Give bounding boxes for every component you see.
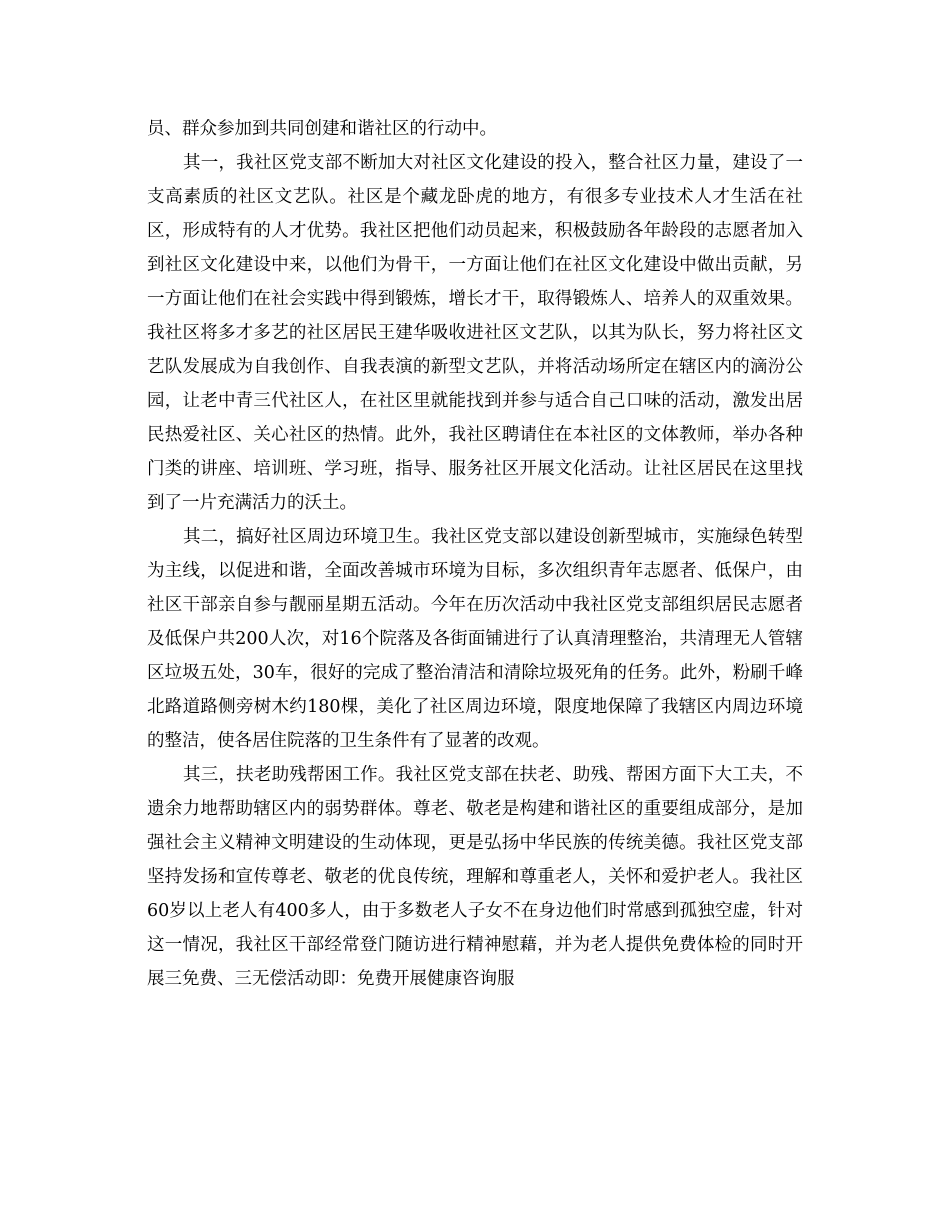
- paragraph-environment: 其二，搞好社区周边环境卫生。我社区党支部以建设创新型城市，实施绿色转型为主线，以促进和谐，全面改善城市环境为目标，多次组织青年志愿者、低保户，由社区干部亲自参与靓丽星期五活动。今年在历次活动中我社区党支部组织居民志愿者及低保户共200人次，对16个院落及各街面铺进行了认真清理整治，共清理无人管辖区垃圾五处，30车，很好的完成了整治清洁和清除垃圾死角的任务。此外，粉刷千峰北路道路侧旁树木约180棵，美化了社区周边环境，限度地保障了我辖区内周边环境的整洁，使各居住院落的卫生条件有了显著的改观。: [147, 527, 803, 751]
- document-body: [147, 112, 803, 996]
- paragraph-culture: 其一，我社区党支部不断加大对社区文化建设的投入，整合社区力量，建设了一支高素质的社区文艺队。社区是个藏龙卧虎的地方，有很多专业技术人才生活在社区，形成特有的人才优势。我社区把他们动员起来，积极鼓励各年龄段的志愿者加入到社区文化建设中来，以他们为骨干，一方面让他们在社区文化建设中做出贡献，另一方面让他们在社会实践中得到锻炼，增长才干，取得锻炼人、培养人的双重效果。我社区将多才多艺的社区居民王建华吸收进社区文艺队，以其为队长，努力将社区文艺队发展成为自我创作、自我表演的新型文艺队，并将活动场所定在辖区内的滴汾公园，让老中青三代社区人，在社区里就能找到并参与适合自己口味的活动，激发出居民热爱社区、关心社区的热情。此外，我社区聘请住在本社区的文体教师，举办各种门类的讲座、培训班、学习班，指导、服务社区开展文化活动。让社区居民在这里找到了一片充满活力的沃土。: [147, 153, 803, 513]
- paragraph-elderly-support: 其三，扶老助残帮困工作。我社区党支部在扶老、助残、帮困方面下大工夫，不遗余力地帮助辖区内的弱势群体。尊老、敬老是构建和谐社区的重要组成部分，是加强社会主义精神文明建设的生动体现，更是弘扬中华民族的传统美德。我社区党支部坚持发扬和宣传尊老、敬老的优良传统，理解和尊重老人，关怀和爱护老人。我社区60岁以上老人有400多人，由于多数老人子女不在身边他们时常感到孤独空虚，针对这一情况，我社区干部经常登门随访进行精神慰藉，并为老人提供免费体检的同时开展三免费、三无偿活动即：免费开展健康咨询服: [147, 765, 803, 989]
- paragraph-continuation: 员、群众参加到共同创建和谐社区的行动中。: [147, 119, 497, 139]
